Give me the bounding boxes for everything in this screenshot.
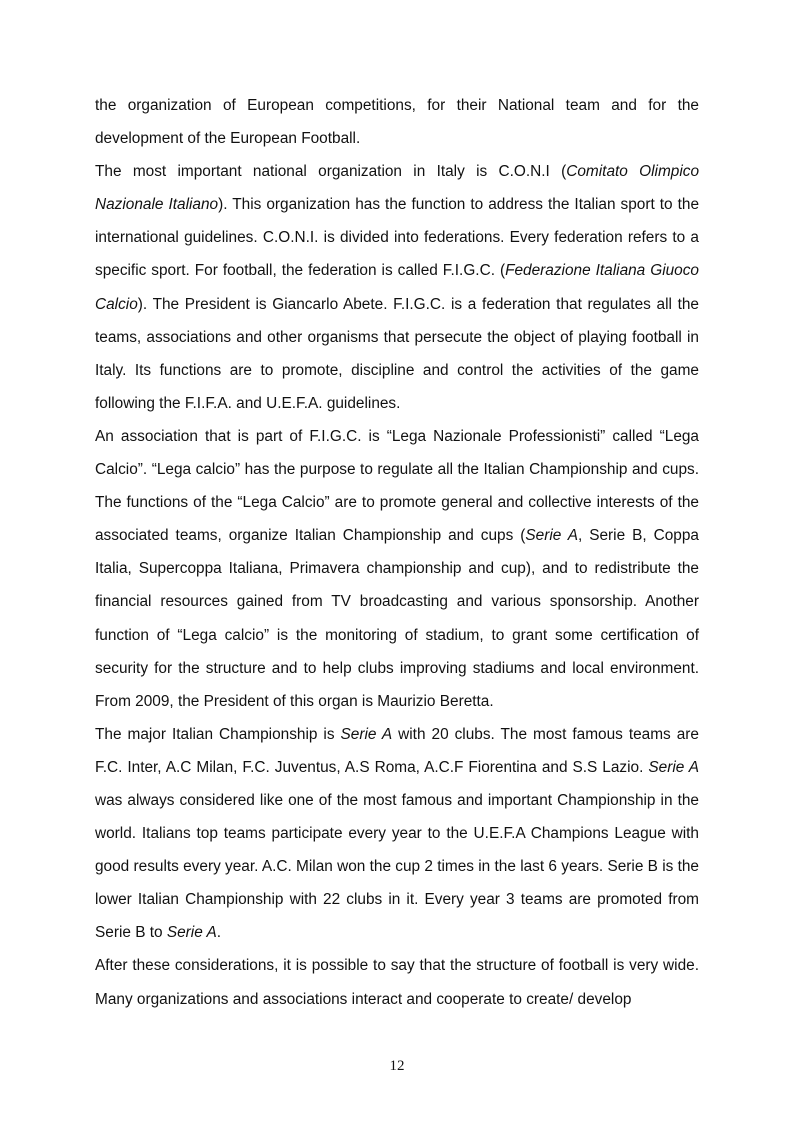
paragraph [95, 718, 699, 950]
paragraph [95, 949, 699, 1015]
text-run: The most important national organization in Italy is C.O.N.I ( [95, 163, 567, 181]
text-run: was always considered like one of the most famous and important Championship in the world. Italians top teams participate every year to the U.E.F.A Champions League with good results every year. A.C. Milan won the cup 2 times in the last 6 years. Serie B is the lower Italian Championship with 22 clubs in it. Every year 3 teams are promoted from Serie B to [95, 791, 699, 942]
text-run: After these considerations, it is possible to say that the structure of football is very wide. Many organizations and associations interact and cooperate to create/ develop [95, 957, 699, 1008]
italic-run: Serie A [525, 527, 578, 545]
text-run: ). This organization has the function to address the Italian sport to the international guidelines. C.O.N.I. is divided into federations. Every federation refers to a specific sport. For football, the federation is called F.I.G.C. ( [95, 196, 699, 280]
text-run: with 20 clubs. The most famous teams are F.C. Inter, A.C Milan, F.C. Juventus, A.S Roma, A.C.F Fiorentina and S.S Lazio. [95, 725, 699, 776]
italic-run: Comitato Olimpico Nazionale Italiano [95, 163, 699, 214]
italic-run: Serie A [648, 758, 699, 776]
italic-run: Serie A [340, 725, 393, 743]
text-run: . [216, 924, 222, 942]
text-run: ). The President is Giancarlo Abete. F.I.G.C. is a federation that regulates all the teams, associations and other organisms that persecute the object of playing football in Italy. Its functions are to promote, discipline and control the activities of the game following the F.I.F.A. and U.E.F.A. guidelines. [95, 295, 699, 412]
body-text [95, 89, 699, 1016]
italic-run: Federazione Italiana Giuoco Calcio [95, 262, 699, 313]
text-run: , Serie B, Coppa Italia, Supercoppa Italiana, Primavera championship and cup), and to redistribute the financial resources gained from TV broadcasting and various sponsorship. Another function of “Lega calcio” is the monitoring of stadium, to grant some certification of security for the structure and to help clubs improving stadiums and local environment. From 2009, the President of this organ is Maurizio Beretta. [95, 527, 699, 710]
text-run: the organization of European competitions, for their National team and for the development of the European Football. [95, 97, 699, 148]
paragraph [95, 155, 699, 420]
paragraph [95, 420, 699, 718]
paragraph [95, 89, 699, 155]
text-run: The major Italian Championship is [95, 725, 341, 743]
page-number: 12 [389, 1058, 405, 1074]
italic-run: Serie A [166, 924, 217, 942]
text-run: An association that is part of F.I.G.C. is “Lega Nazionale Professionisti” called “Lega Calcio”. “Lega calcio” has the purpose to regulate all the Italian Championship and cups. The functions of the “Lega Calcio” are to promote general and collective interests of the associated teams, organize Italian Championship and cups ( [95, 427, 699, 545]
